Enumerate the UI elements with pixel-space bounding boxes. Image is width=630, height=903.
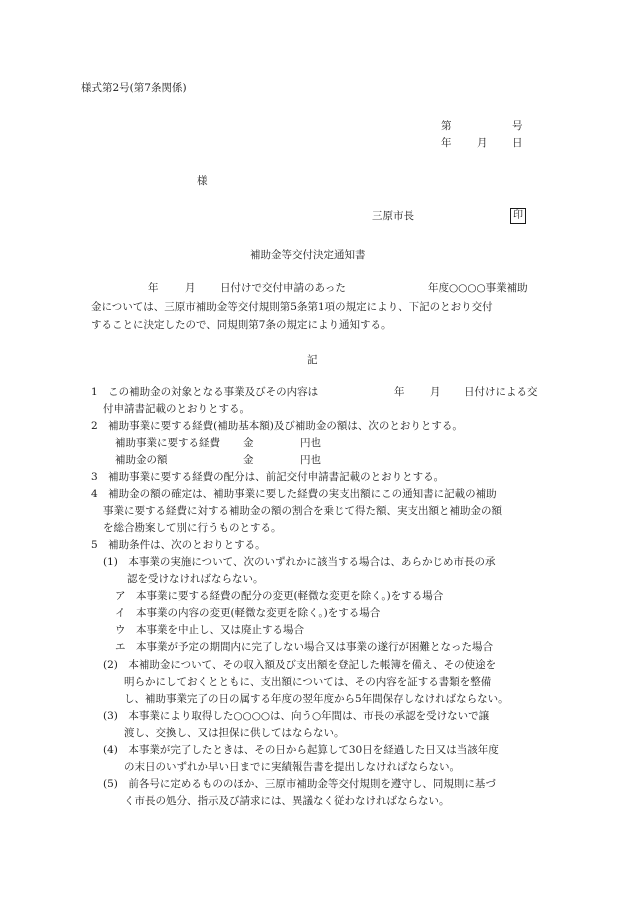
item2-line: 2 補助事業に要する経費(補助基本額)及び補助金の額は、次のとおりとする。 bbox=[91, 420, 463, 432]
cond2-line3: し、補助事業完了の日の属する年度の翌年度から5年間保存しなければならない。 bbox=[124, 693, 509, 705]
item2-row1-unit: 円也 bbox=[300, 437, 321, 449]
cond1-a: ア 本事業に要する経費の配分の変更(軽微な変更を除く。)をする場合 bbox=[115, 590, 444, 602]
intro-tsuki: 月 bbox=[185, 282, 196, 294]
item2-row2-label: 補助金の額 bbox=[115, 454, 168, 466]
item2-row2-kin: 金 bbox=[243, 454, 254, 466]
intro-line1-b: 年度○○○○事業補助 bbox=[428, 282, 528, 294]
form-label: 様式第2号(第7条関係) bbox=[81, 82, 187, 94]
item4-line2: 事業に要する経費に対する補助金の額の割合を乗じて得た額、実支出額と補助金の額 bbox=[103, 505, 502, 517]
date-tsuki: 月 bbox=[477, 137, 488, 149]
cond5-line2: く市長の処分、指示及び請求には、異議なく従わなければならない。 bbox=[124, 795, 450, 807]
cond1-line2: 認を受けなければならない。 bbox=[127, 573, 264, 585]
cond4-line2: の末日のいずれか早い日までに実績報告書を提出しなければならない。 bbox=[124, 761, 460, 773]
item3-line: 3 補助事業に要する経費の配分は、前記交付申請書記載のとおりとする。 bbox=[91, 471, 445, 483]
item1-tsuki: 月 bbox=[430, 386, 441, 398]
number-go: 号 bbox=[512, 120, 523, 132]
item4-line3: を総合勘案して別に行うものとする。 bbox=[103, 522, 282, 534]
ki-heading: 記 bbox=[307, 354, 318, 366]
intro-line3: することに決定したので、同規則第7条の規定により通知する。 bbox=[91, 319, 392, 331]
cond3-line1: (3) 本事業により取得した○○○○は、向う○年間は、市長の承認を受けないで譲 bbox=[103, 710, 490, 722]
cond2-line1: (2) 本補助金について、その収入額及び支出額を登記した帳簿を備え、その使途を bbox=[103, 659, 497, 671]
date-nen: 年 bbox=[441, 137, 452, 149]
item1-line2: 付申請書記載のとおりとする。 bbox=[103, 403, 250, 415]
seal-mark: 印 bbox=[510, 208, 526, 224]
date-hi: 日 bbox=[512, 137, 523, 149]
item5-line: 5 補助条件は、次のとおりとする。 bbox=[91, 539, 266, 551]
item1-line1-b: 日付けによる交 bbox=[464, 386, 538, 398]
cond1-i: イ 本事業の内容の変更(軽微な変更を除く。)をする場合 bbox=[115, 607, 381, 619]
item2-row2-unit: 円也 bbox=[300, 454, 321, 466]
item1-nen: 年 bbox=[394, 386, 405, 398]
intro-line2: 金については、三原市補助金等交付規則第5条第1項の規定により、下記のとおり交付 bbox=[91, 301, 493, 313]
addressee-sama: 様 bbox=[197, 175, 208, 187]
issuer-name: 三原市長 bbox=[372, 210, 414, 222]
document-title: 補助金等交付決定通知書 bbox=[250, 249, 366, 261]
intro-line1-a: 日付けで交付申請のあった bbox=[220, 282, 346, 294]
cond1-e: エ 本事業が予定の期間内に完了しない場合又は事業の遂行が困難となった場合 bbox=[115, 641, 493, 653]
intro-nen: 年 bbox=[148, 282, 159, 294]
item2-row1-label: 補助事業に要する経費 bbox=[115, 437, 220, 449]
cond1-line1: (1) 本事業の実施について、次のいずれかに該当する場合は、あらかじめ市長の承 bbox=[103, 556, 496, 568]
item2-row1-kin: 金 bbox=[243, 437, 254, 449]
cond5-line1: (5) 前各号に定めるもののほか、三原市補助金等交付規則を遵守し、同規則に基づ bbox=[103, 778, 496, 790]
cond4-line1: (4) 本事業が完了したときは、その日から起算して30日を経過した日又は当該年度 bbox=[103, 744, 499, 756]
number-dai: 第 bbox=[441, 120, 452, 132]
cond2-line2: 明らかにしておくとともに、支出額については、その内容を証する書類を整備 bbox=[124, 676, 492, 688]
cond3-line2: 渡し、交換し、又は担保に供してはならない。 bbox=[124, 727, 345, 739]
item1-line1-a: 1 この補助金の対象となる事業及びその内容は bbox=[91, 386, 319, 398]
item4-line1: 4 補助金の額の確定は、補助事業に要した経費の実支出額にこの通知書に記載の補助 bbox=[91, 488, 497, 500]
cond1-u: ウ 本事業を中止し、又は廃止する場合 bbox=[115, 624, 304, 636]
